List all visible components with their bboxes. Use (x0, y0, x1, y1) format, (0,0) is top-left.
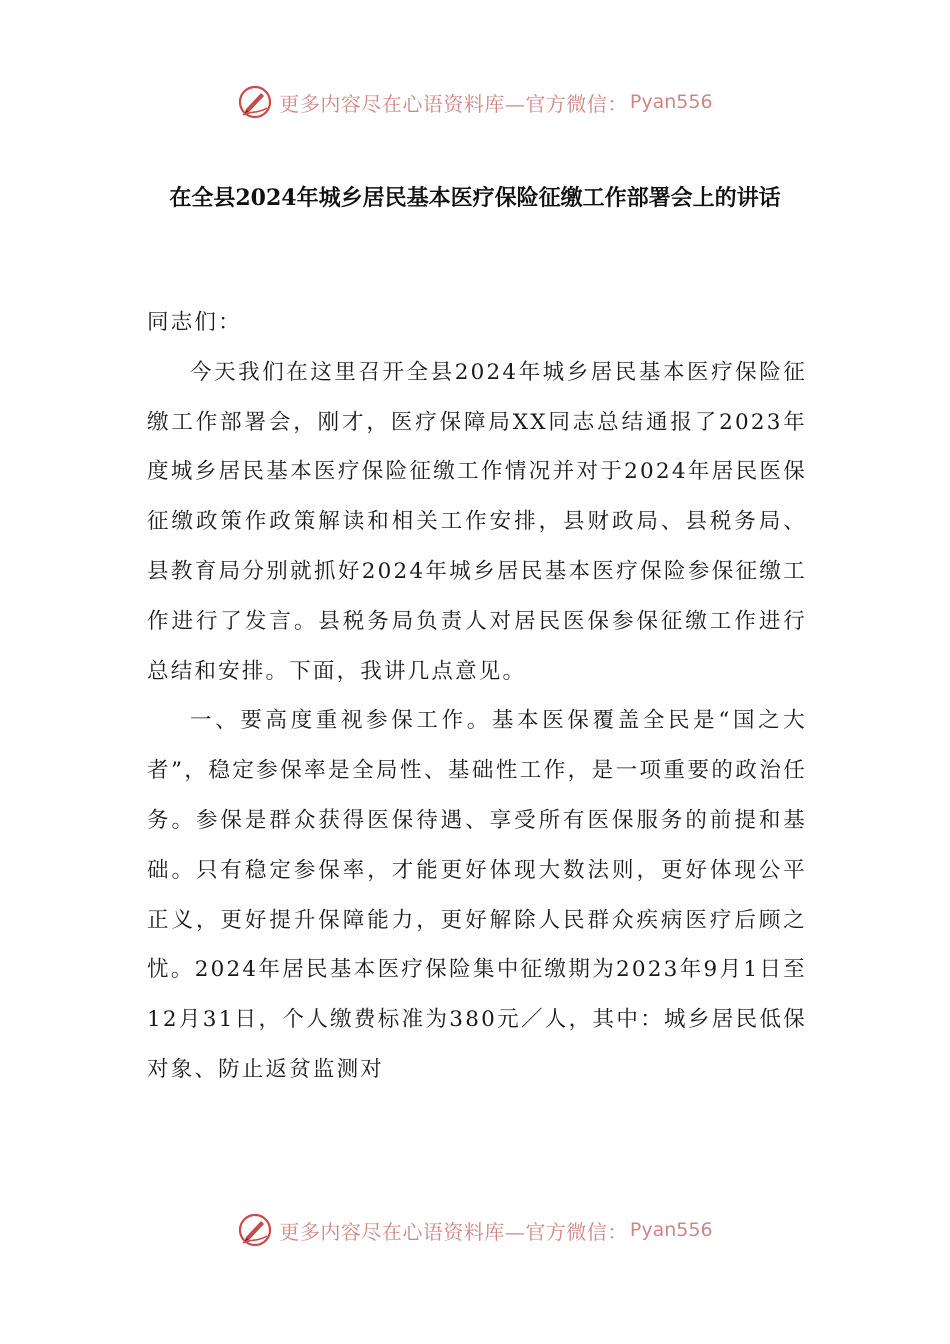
watermark-text: 更多内容尽在心语资料库—官方微信： (279, 1219, 628, 1244)
paragraph-intro: 今天我们在这里召开全县2024年城乡居民基本医疗保险征缴工作部署会，刚才，医疗保障局XX同志总结通报了2023年度城乡居民基本医疗保险征缴工作情况并对于2024年居民医保征缴政策作政策解读和相关工作安排，县财政局、县税务局、县教育局分别就抓好2024年城乡居民基本医疗保险参保征缴工作进行了发言。县税务局负责人对居民医保参保征缴工作进行总结和安排。下面，我讲几点意见。 (147, 359, 807, 684)
watermark-header (0, 82, 950, 122)
pen-circle-icon (237, 84, 273, 120)
watermark-text: 更多内容尽在心语资料库—官方微信： (279, 91, 628, 116)
pen-circle-icon (237, 1212, 273, 1248)
watermark-wechat-id: Pyan556 (629, 91, 713, 113)
document-body (147, 298, 807, 1095)
document-title: 在全县2024年城乡居民基本医疗保险征缴工作部署会上的讲话 (169, 185, 781, 211)
watermark-wechat-id: Pyan556 (629, 1219, 713, 1241)
paragraph-section-one: 一、要高度重视参保工作。基本医保覆盖全民是“国之大者”，稳定参保率是全局性、基础性工作，是一项重要的政治任务。参保是群众获得医保待遇、享受所有医保服务的前提和基础。只有稳定参保率，才能更好体现大数法则，更好体现公平正义，更好提升保障能力，更好解除人民群众疾病医疗后顾之忧。2024年居民基本医疗保险集中征缴期为2023年9月1日至12月31日，个人缴费标准为380元／人，其中：城乡居民低保对象、防止返贫监测对 (147, 708, 807, 1082)
salutation: 同志们： (147, 310, 242, 335)
watermark-footer (0, 1210, 950, 1250)
